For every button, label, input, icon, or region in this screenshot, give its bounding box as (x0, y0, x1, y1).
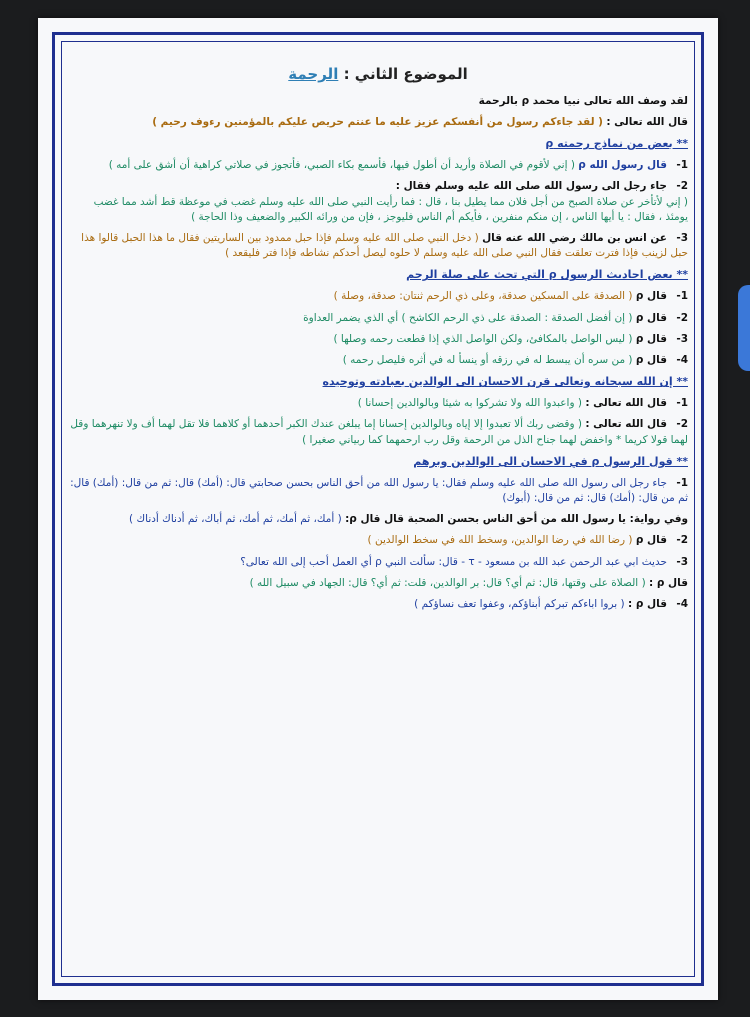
section-3-heading: ** إن الله سبحانه وتعالى قرن الاحسان الى الوالدين بعبادته وتوحيده (322, 375, 688, 389)
item-label: قال ρ (635, 311, 667, 324)
item-text: جاء رجل الى رسول الله صلى الله عليه وسلم فقال: يا رسول الله من أحق الناس بحسن صحابتي قال: (أمك) قال: ثم من قال: (أمك) قال: ثم من قال: (أمك) قال: ثم من قال: (أبوك) (70, 476, 688, 504)
item-number: 3- (676, 555, 688, 568)
item-text: حديث ابي عبد الرحمن عبد الله بن مسعود - τ - قال: سألت النبي ρ أي العمل أحب إلى الله تعالى؟ (240, 555, 667, 568)
page-title (68, 64, 688, 86)
verse-1-text: ( لقد جاءكم رسول من أنفسكم عزيز عليه ما عنتم حريص عليكم بالمؤمنين رءوف رحيم ) (152, 115, 603, 128)
answer-paragraph (68, 576, 688, 591)
verse-1 (68, 115, 688, 130)
item-label: قال ρ (635, 354, 667, 367)
document-content (68, 64, 688, 960)
list-item (68, 476, 688, 506)
riwaya-paragraph (68, 512, 688, 527)
side-scroll-tab[interactable] (738, 285, 750, 371)
item-text: ( من سره أن يبسط له في رزقه أو ينسأ له في أثره فليصل رحمه ) (342, 354, 633, 367)
list-item (68, 311, 688, 326)
list-item (68, 555, 688, 570)
list-item (68, 332, 688, 347)
list-item (68, 158, 688, 173)
item-text: ( وقضى ربك ألا تعبدوا إلا إياه وبالوالدين إحسانا إما يبلغن عندك الكبر أحدهما أو كلاهما فلا تقل لهما أف ولا تنهرهما وقل لهما قولا كريما * واخفض لهما جناح الذل من الرحمة وقل رب ارحمهما كما ربياني صغيرا ) (70, 418, 688, 446)
item-text: ( إن أفضل الصدقة : الصدقة على ذي الرحم الكاشح ) أي الذي يضمر العداوة (303, 311, 633, 324)
item-number: 1- (676, 397, 688, 410)
item-number: 1- (676, 159, 688, 172)
item-label: قال ρ (635, 290, 667, 303)
document-page (38, 18, 718, 1000)
item-label: قال الله تعالى : (585, 418, 667, 431)
item-number: 2- (676, 311, 688, 324)
item-number: 4- (676, 598, 688, 611)
item-label: قال ρ (635, 534, 667, 547)
item-text: ( الصلاة على وقتها، قال: ثم أي؟ قال: بر الوالدين، قلت: ثم أي؟ قال: الجهاد في سبيل الله ) (249, 576, 646, 589)
list-item (68, 231, 688, 261)
item-text: ( دخل النبي صلى الله عليه وسلم فإذا حبل ممدود بين الساريتين فقال ما هذا الحبل قالوا هذا حبل لزينب فإذا فترت تعلقت فقال النبي صلى الله عليه وسلم لا حلوه ليصل أحدكم نشاطه فإذا فتر فليقعد ) (81, 232, 688, 260)
item-text: ( ليس الواصل بالمكافئ، ولكن الواصل الذي إذا قطعت رحمه وصلها ) (333, 332, 633, 345)
item-label: قال ρ (635, 332, 667, 345)
item-number: 1- (676, 476, 688, 489)
item-number: 2- (676, 534, 688, 547)
list-item (68, 289, 688, 304)
item-label: جاء رجل الى رسول الله صلى الله عليه وسلم فقال : (395, 180, 667, 193)
verse-1-label: قال الله تعالى : (606, 115, 688, 128)
item-text: ( إني لأتأخر عن صلاة الصبح من أجل فلان مما يطيل بنا ، قال : فما رأيت النبي صلى الله عليه وسلم غضب في موعظة قط أشد مما غضب يومئذ ، فقال : يا أيها الناس ، إن منكم منفرين ، فأيكم أم الناس فليوجز ، فإن من ورائه الكبير والضعيف وذا الحاجة ) (93, 195, 688, 223)
list-item (68, 396, 688, 411)
item-label: قال ρ : (628, 598, 667, 611)
section-4-heading: ** قول الرسول ρ في الاحسان الى الوالدين وبرهم (413, 454, 688, 468)
item-number: 4- (676, 354, 688, 367)
item-number: 1- (676, 290, 688, 303)
riwaya-text: ( أمك، ثم أمك، ثم أمك، ثم أباك، ثم أدناك أدناك ) (129, 513, 342, 526)
item-label: قال رسول الله ρ (578, 159, 667, 172)
item-number: 2- (676, 418, 688, 431)
intro-text: لقد وصف الله تعالى نبيا محمد ρ بالرحمة (478, 94, 688, 107)
item-number: 3- (676, 232, 688, 244)
section-2-heading: ** بعض احاديث الرسول ρ التي تحث على صلة الرحم (406, 268, 688, 282)
item-label: قال ρ : (649, 576, 688, 589)
section-1-heading: ** بعض من نماذج رحمته ρ (545, 137, 688, 151)
item-number: 3- (676, 332, 688, 345)
item-text: ( رضا الله في رضا الوالدين، وسخط الله في سخط الوالدين ) (367, 534, 633, 547)
list-item (68, 597, 688, 612)
item-label: قال الله تعالى : (585, 397, 667, 410)
title-prefix: الموضوع الثاني : (338, 65, 468, 83)
item-text: ( الصدقة على المسكين صدقة، وعلى ذي الرحم ثنتان: صدقة، وصلة ) (333, 290, 633, 303)
item-text: ( بروا اباءكم تبركم أبناؤكم، وعفوا تعف نساؤكم ) (414, 598, 625, 611)
item-text: ( واعبدوا الله ولا تشركوا به شيئا وبالوالدين إحسانا ) (357, 397, 582, 410)
title-topic: الرحمة (288, 65, 339, 83)
riwaya-label: وفي رواية: يا رسول الله من أحق الناس بحسن الصحبة قال قال ρ: (345, 513, 688, 526)
list-item (68, 353, 688, 368)
list-item (68, 179, 688, 225)
list-item (68, 533, 688, 548)
list-item (68, 417, 688, 447)
item-label: عن انس بن مالك رضي الله عنه قال (482, 232, 667, 244)
item-text: ( إني لأقوم في الصلاة وأريد أن أطول فيها، فأسمع بكاء الصبي، فأتجوز في صلاتي كراهية أن أشق على أمه ) (108, 159, 575, 172)
item-number: 2- (676, 180, 688, 193)
